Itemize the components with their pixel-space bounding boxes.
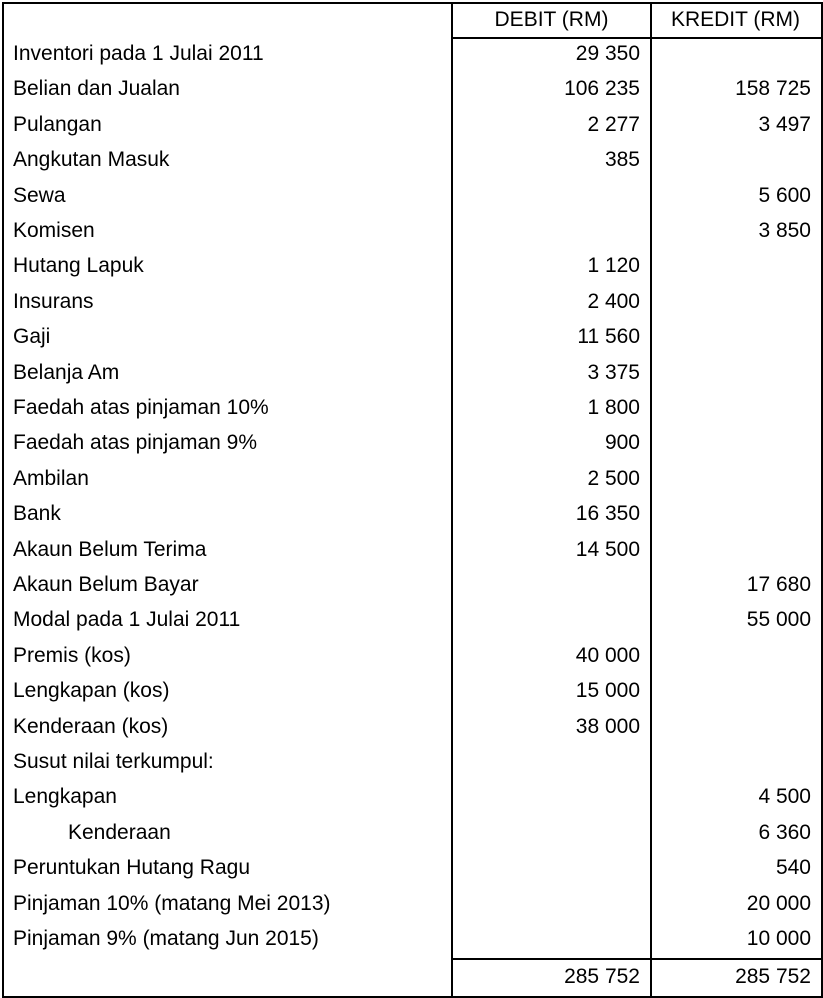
account-label: Pulangan <box>13 112 102 136</box>
table-row <box>0 248 823 283</box>
table-row <box>0 567 823 602</box>
debit-amount: 38 000 <box>575 714 640 738</box>
account-label: Kenderaan <box>68 820 171 844</box>
table-row <box>0 107 823 142</box>
table-row <box>0 815 823 850</box>
table-row <box>0 355 823 390</box>
table-row <box>0 36 823 71</box>
debit-amount: 2 277 <box>587 112 640 136</box>
kredit-amount: 3 497 <box>758 112 811 136</box>
kredit-amount: 20 000 <box>746 891 811 915</box>
debit-column-header: DEBIT (RM) <box>494 8 609 31</box>
kredit-amount: 540 <box>775 856 811 880</box>
kredit-amount: 3 850 <box>758 219 811 242</box>
account-label: Sewa <box>13 183 66 207</box>
debit-amount: 1 120 <box>587 254 640 278</box>
account-label: Pinjaman 9% (matang Jun 2015) <box>13 927 319 950</box>
account-label: Angkutan Masuk <box>13 148 170 172</box>
table-row <box>0 921 823 956</box>
debit-amount: 2 500 <box>587 466 640 490</box>
kredit-amount: 4 500 <box>758 785 811 809</box>
account-label: Peruntukan Hutang Ragu <box>13 856 250 880</box>
table-row <box>0 213 823 248</box>
debit-amount: 3 375 <box>587 360 640 384</box>
table-row <box>0 709 823 744</box>
debit-amount: 29 350 <box>575 42 640 65</box>
kredit-amount: 5 600 <box>758 183 811 207</box>
account-label: Faedah atas pinjaman 10% <box>13 396 269 419</box>
debit-amount: 900 <box>604 431 640 455</box>
table-row <box>0 71 823 106</box>
account-label: Lengkapan (kos) <box>13 679 170 703</box>
debit-amount: 16 350 <box>575 502 640 526</box>
debit-amount: 106 235 <box>564 77 640 101</box>
account-label: Akaun Belum Terima <box>13 537 207 561</box>
account-label: Komisen <box>13 219 95 242</box>
table-row <box>0 284 823 319</box>
account-label: Bank <box>13 502 61 526</box>
table-row <box>0 461 823 496</box>
total-kredit: 285 752 <box>735 965 811 988</box>
account-label: Belanja Am <box>13 360 120 384</box>
account-label: Pinjaman 10% (matang Mei 2013) <box>13 891 331 915</box>
account-label: Kenderaan (kos) <box>13 714 169 738</box>
account-label: Ambilan <box>13 466 89 490</box>
debit-amount: 1 800 <box>587 396 640 419</box>
account-label: Faedah atas pinjaman 9% <box>13 431 257 455</box>
debit-amount: 2 400 <box>587 289 640 313</box>
account-label: Gaji <box>13 325 51 349</box>
table-row <box>0 319 823 354</box>
account-label: Hutang Lapuk <box>13 254 144 278</box>
account-label: Premis (kos) <box>13 643 131 667</box>
kredit-amount: 6 360 <box>758 820 811 844</box>
table-row <box>0 779 823 814</box>
table-row <box>0 850 823 885</box>
table-row <box>0 390 823 425</box>
debit-amount: 11 560 <box>577 325 640 349</box>
table-row <box>0 638 823 673</box>
totals-row <box>0 960 823 994</box>
table-row <box>0 886 823 921</box>
debit-amount: 385 <box>604 148 640 172</box>
account-label: Lengkapan <box>13 785 117 809</box>
kredit-amount: 55 000 <box>746 608 811 632</box>
account-label: Insurans <box>13 289 94 313</box>
table-row <box>0 425 823 460</box>
account-label: Belian dan Jualan <box>13 77 180 101</box>
table-row <box>0 532 823 567</box>
kredit-amount: 17 680 <box>746 573 811 596</box>
account-label: Akaun Belum Bayar <box>13 573 199 596</box>
account-label: Susut nilai terkumpul: <box>13 750 214 773</box>
kredit-column-header: KREDIT (RM) <box>670 8 801 31</box>
table-row <box>0 744 823 779</box>
table-row <box>0 602 823 637</box>
account-label: Modal pada 1 Julai 2011 <box>13 608 241 632</box>
account-label: Inventori pada 1 Julai 2011 <box>13 42 264 65</box>
table-row <box>0 673 823 708</box>
table-row <box>0 496 823 531</box>
debit-amount: 40 000 <box>575 643 640 667</box>
kredit-amount: 10 000 <box>746 927 811 950</box>
debit-amount: 14 500 <box>575 537 640 561</box>
kredit-amount: 158 725 <box>735 77 811 101</box>
debit-amount: 15 000 <box>575 679 640 703</box>
table-row <box>0 178 823 213</box>
total-debit: 285 752 <box>564 965 640 988</box>
table-row <box>0 142 823 177</box>
